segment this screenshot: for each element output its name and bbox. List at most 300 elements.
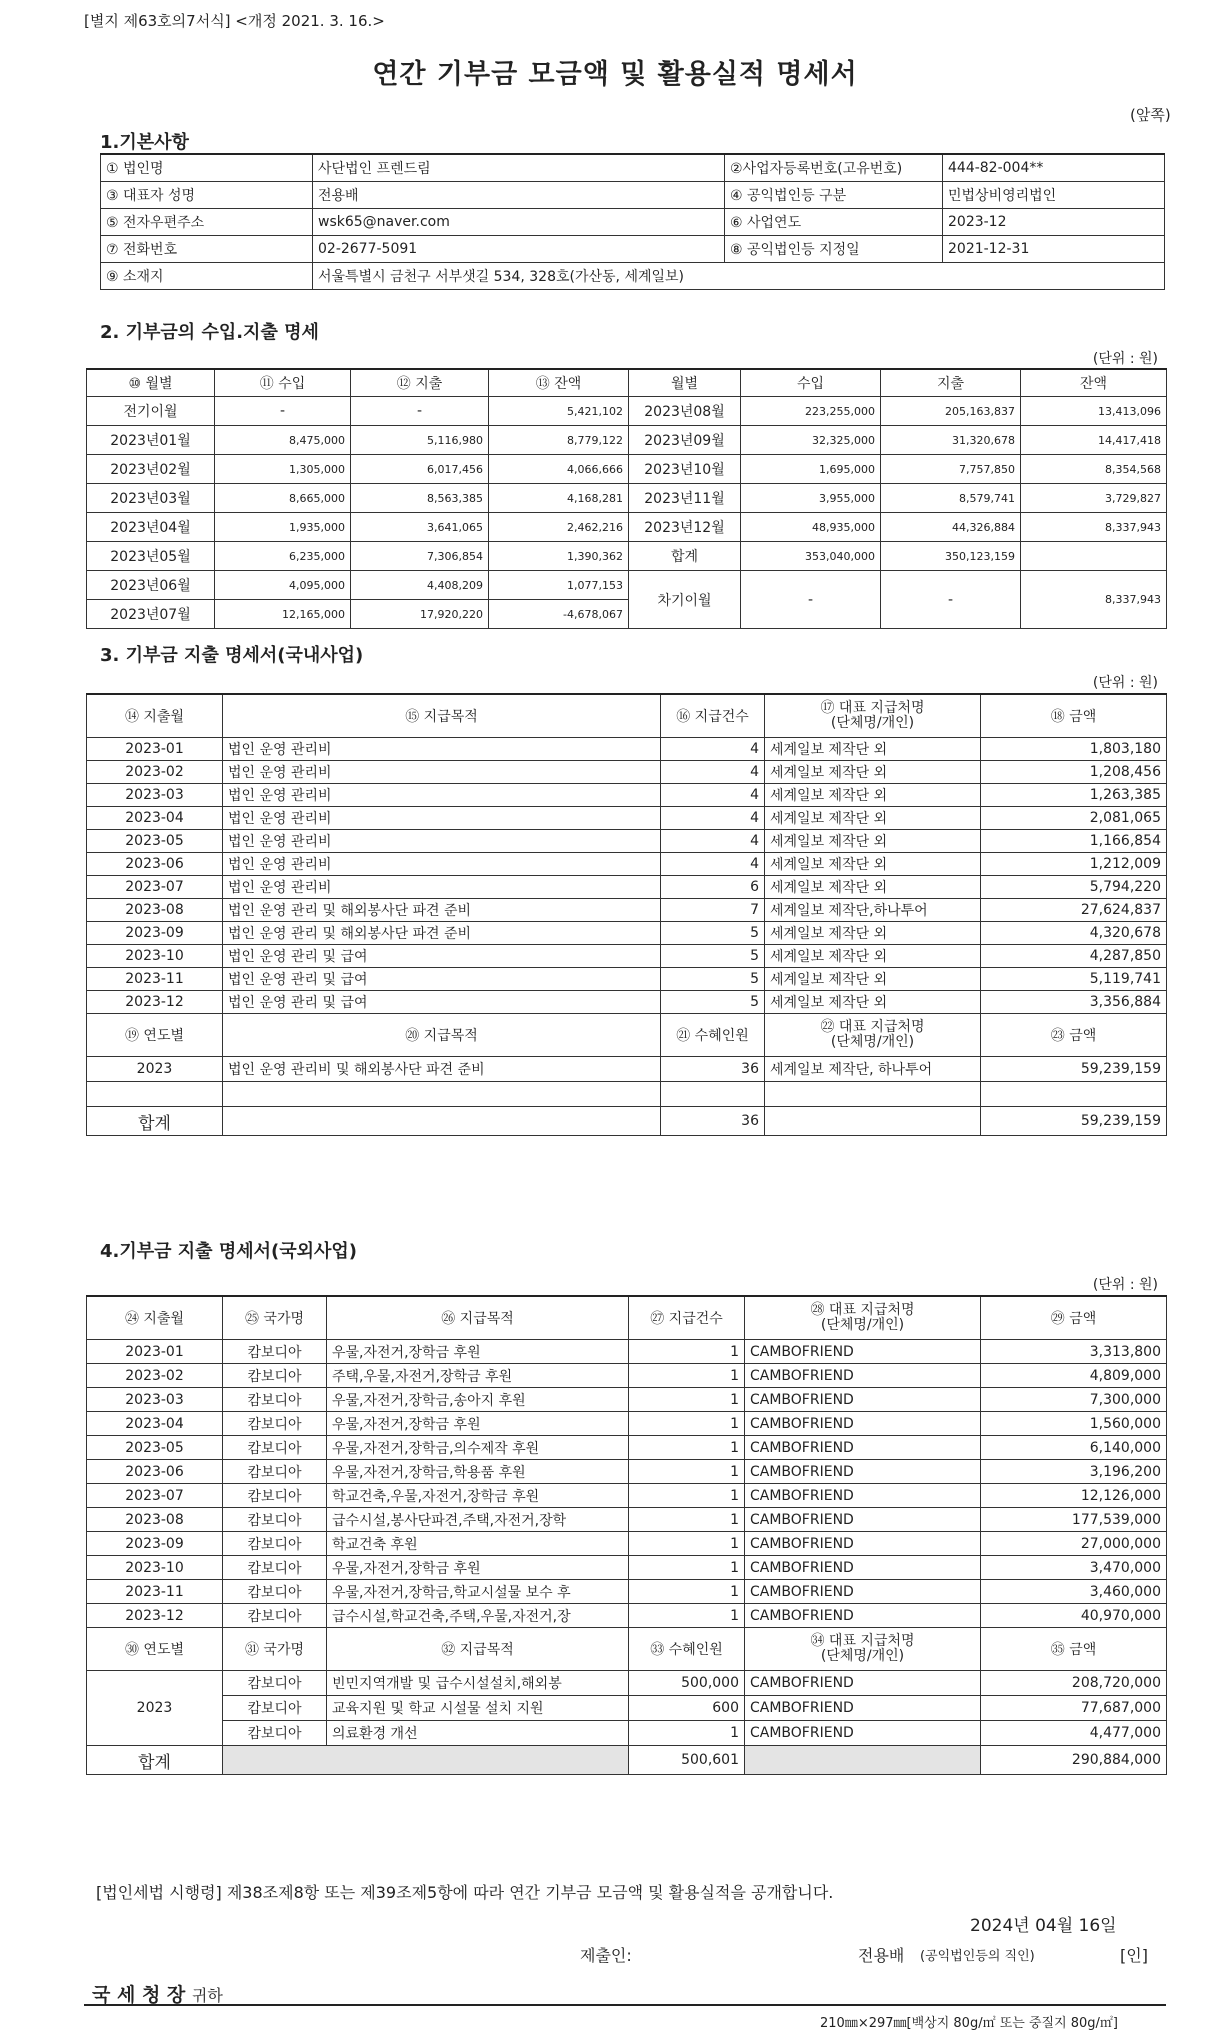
amount-cell: 8,337,943 (1021, 513, 1167, 542)
amount-cell: 8,563,385 (351, 484, 489, 513)
amount-cell: 4,809,000 (981, 1364, 1167, 1388)
section-domestic-title: 3. 기부금 지출 명세서(국내사업) (100, 645, 364, 666)
payee-cell: 세계일보 제작단 외 (765, 807, 981, 830)
field-value: 2021-12-31 (943, 236, 1165, 263)
amount-cell: - (881, 571, 1021, 629)
count-cell: 1 (629, 1556, 745, 1580)
amount-cell: 208,720,000 (981, 1671, 1167, 1696)
count-cell: 1 (629, 1364, 745, 1388)
overseas-expense-table (86, 1295, 1167, 1775)
header-cell: ⑪ 수입 (215, 369, 351, 397)
overseas-row (87, 1604, 1167, 1628)
payee-cell: 세계일보 제작단 외 (765, 991, 981, 1014)
field-value: 444-82-004** (943, 154, 1165, 182)
field-label: ⑨ 소재지 (101, 263, 313, 290)
month-cell: 2023년03월 (87, 484, 215, 513)
header-line: (단체명/개인) (820, 1317, 905, 1333)
month-cell: 2023-09 (87, 1532, 223, 1556)
amount-cell: 205,163,837 (881, 397, 1021, 426)
field-value: 전용배 (313, 182, 725, 209)
amount-cell: 1,695,000 (741, 455, 881, 484)
purpose-cell: 학교건축 후원 (327, 1532, 629, 1556)
amount-cell: 8,337,943 (1021, 571, 1167, 629)
country-cell: 캄보디아 (223, 1721, 327, 1746)
overseas-row (87, 1508, 1167, 1532)
month-cell: 2023-01 (87, 1340, 223, 1364)
purpose-cell: 법인 운영 관리 및 해외봉사단 파견 준비 (223, 922, 661, 945)
overseas-year-row (87, 1671, 1167, 1696)
amount-cell: 77,687,000 (981, 1696, 1167, 1721)
income-row (87, 484, 1167, 513)
domestic-row (87, 853, 1167, 876)
purpose-cell: 법인 운영 관리 및 급여 (223, 991, 661, 1014)
purpose-cell: 법인 운영 관리 및 급여 (223, 945, 661, 968)
amount-cell: 7,300,000 (981, 1388, 1167, 1412)
amount-cell: 1,208,456 (981, 761, 1167, 784)
amount-cell: 7,757,850 (881, 455, 1021, 484)
payee-cell: CAMBOFRIEND (745, 1412, 981, 1436)
purpose-cell: 빈민지역개발 및 급수시설설치,해외봉 (327, 1671, 629, 1696)
payee-cell: 세계일보 제작단 외 (765, 830, 981, 853)
purpose-cell: 법인 운영 관리 및 급여 (223, 968, 661, 991)
legal-notice: [법인세법 시행령] 제38조제8항 또는 제39조제5항에 따라 연간 기부금 모금액 및 활용실적을 공개합니다. (96, 1883, 834, 1902)
domestic-row (87, 876, 1167, 899)
field-label: ④ 공익법인등 구분 (725, 182, 943, 209)
header-row (87, 1014, 1167, 1057)
page-side-label: (앞쪽) (1130, 106, 1171, 124)
basic-info-table (100, 153, 1165, 290)
count-cell: 5 (661, 968, 765, 991)
header-cell: ㉕ 국가명 (223, 1296, 327, 1340)
month-cell: 전기이월 (87, 397, 215, 426)
submitter-name: 전용배 (858, 1946, 905, 1965)
total-label: 합계 (87, 1746, 223, 1775)
field-value: 2023-12 (943, 209, 1165, 236)
amount-cell: 3,356,884 (981, 991, 1167, 1014)
amount-cell: 3,641,065 (351, 513, 489, 542)
payee-cell: CAMBOFRIEND (745, 1340, 981, 1364)
amount-cell: 4,477,000 (981, 1721, 1167, 1746)
domestic-row (87, 784, 1167, 807)
count-cell: 5 (661, 945, 765, 968)
amount-cell: 4,287,850 (981, 945, 1167, 968)
header-cell: ㉑ 수혜인원 (661, 1014, 765, 1057)
submitter-seal: [인] (1120, 1946, 1148, 1965)
field-label: ⑤ 전자우편주소 (101, 209, 313, 236)
empty-cell (223, 1082, 661, 1107)
month-cell: 2023-10 (87, 1556, 223, 1580)
basic-row (101, 209, 1165, 236)
payee-cell: CAMBOFRIEND (745, 1556, 981, 1580)
payee-cell: CAMBOFRIEND (745, 1696, 981, 1721)
empty-cell (661, 1082, 765, 1107)
month-cell: 2023-02 (87, 1364, 223, 1388)
header-line: (단체명/개인) (830, 1034, 915, 1050)
amount-cell: 350,123,159 (881, 542, 1021, 571)
header-line: (단체명/개인) (830, 715, 915, 731)
payee-cell: 세계일보 제작단 외 (765, 968, 981, 991)
amount-cell: -4,678,067 (489, 600, 629, 629)
header-row (87, 694, 1167, 738)
header-cell: ⑮ 지급목적 (223, 694, 661, 738)
section-income-title: 2. 기부금의 수입.지출 명세 (100, 322, 319, 343)
country-cell: 캄보디아 (223, 1508, 327, 1532)
payee-cell: CAMBOFRIEND (745, 1508, 981, 1532)
overseas-year-row (87, 1721, 1167, 1746)
header-cell: ㉙ 금액 (981, 1296, 1167, 1340)
form-number: [별지 제63호의7서식] <개정 2021. 3. 16.> (84, 12, 385, 30)
count-cell: 4 (661, 830, 765, 853)
amount-cell: 4,066,666 (489, 455, 629, 484)
month-cell: 2023년02월 (87, 455, 215, 484)
amount-cell: 1,305,000 (215, 455, 351, 484)
field-label: ③ 대표자 성명 (101, 182, 313, 209)
amount-cell: 32,325,000 (741, 426, 881, 455)
submitter-label: 제출인: (580, 1946, 632, 1965)
amount-cell: 3,196,200 (981, 1460, 1167, 1484)
empty-cell (981, 1082, 1167, 1107)
section-basic-title: 1.기본사항 (100, 132, 189, 153)
payee-cell: 세계일보 제작단 외 (765, 876, 981, 899)
payee-cell: CAMBOFRIEND (745, 1721, 981, 1746)
amount-cell: 2,081,065 (981, 807, 1167, 830)
count-cell: 7 (661, 899, 765, 922)
amount-cell: 5,794,220 (981, 876, 1167, 899)
month-cell: 2023-10 (87, 945, 223, 968)
purpose-cell: 법인 운영 관리비 및 해외봉사단 파견 준비 (223, 1057, 661, 1082)
purpose-cell: 우물,자전거,장학금 후원 (327, 1412, 629, 1436)
country-cell: 캄보디아 (223, 1340, 327, 1364)
header-cell: 지출 (881, 369, 1021, 397)
purpose-cell: 교육지원 및 학교 시설물 설치 지원 (327, 1696, 629, 1721)
country-cell: 캄보디아 (223, 1580, 327, 1604)
amount-cell: 6,017,456 (351, 455, 489, 484)
recipient-name: 국 세 청 장 (92, 1984, 186, 2006)
header-cell: ㉗ 지급건수 (629, 1296, 745, 1340)
header-cell: ㉔ 지출월 (87, 1296, 223, 1340)
field-value: 사단법인 프렌드림 (313, 154, 725, 182)
amount-cell: 5,119,741 (981, 968, 1167, 991)
purpose-cell: 법인 운영 관리비 (223, 761, 661, 784)
purpose-cell: 법인 운영 관리비 (223, 853, 661, 876)
basic-row (101, 236, 1165, 263)
purpose-cell: 급수시설,학교건축,주택,우물,자전거,장 (327, 1604, 629, 1628)
amount-cell: 13,413,096 (1021, 397, 1167, 426)
overseas-row (87, 1532, 1167, 1556)
amount-cell: 177,539,000 (981, 1508, 1167, 1532)
document-title: 연간 기부금 모금액 및 활용실적 명세서 (372, 59, 858, 90)
amount-cell: 48,935,000 (741, 513, 881, 542)
payee-cell: 세계일보 제작단 외 (765, 922, 981, 945)
overseas-unit: (단위 : 원) (1092, 1277, 1158, 1293)
count-cell: 1 (629, 1484, 745, 1508)
month-cell: 2023년06월 (87, 571, 215, 600)
amount-cell: 44,326,884 (881, 513, 1021, 542)
basic-row (101, 154, 1165, 182)
field-label: ⑧ 공익법인등 지정일 (725, 236, 943, 263)
header-cell: ⑫ 지출 (351, 369, 489, 397)
month-cell: 차기이월 (629, 571, 741, 629)
purpose-cell: 법인 운영 관리비 (223, 738, 661, 761)
month-cell: 2023년10월 (629, 455, 741, 484)
income-row (87, 397, 1167, 426)
income-row (87, 571, 1167, 600)
amount-cell: 31,320,678 (881, 426, 1021, 455)
purpose-cell: 우물,자전거,장학금,학교시설물 보수 후 (327, 1580, 629, 1604)
country-cell: 캄보디아 (223, 1532, 327, 1556)
header-cell: ⑲ 연도별 (87, 1014, 223, 1057)
count-cell: 1 (629, 1580, 745, 1604)
header-cell (745, 1628, 981, 1671)
amount-cell: 5,421,102 (489, 397, 629, 426)
month-cell: 2023년11월 (629, 484, 741, 513)
overseas-row (87, 1484, 1167, 1508)
field-label: ⑦ 전화번호 (101, 236, 313, 263)
recipient (92, 1980, 223, 2007)
header-cell: 잔액 (1021, 369, 1167, 397)
month-cell: 2023년12월 (629, 513, 741, 542)
month-cell: 2023-05 (87, 830, 223, 853)
purpose-cell: 우물,자전거,장학금,학용품 후원 (327, 1460, 629, 1484)
submit-date: 2024년 04월 16일 (970, 1916, 1117, 1936)
amount-cell: 8,579,741 (881, 484, 1021, 513)
count-cell: 5 (661, 922, 765, 945)
total-row (87, 1746, 1167, 1775)
domestic-row (87, 899, 1167, 922)
header-cell: ㉖ 지급목적 (327, 1296, 629, 1340)
month-cell: 2023년07월 (87, 600, 215, 629)
empty-cell (223, 1746, 629, 1775)
count-cell: 1 (629, 1388, 745, 1412)
domestic-row (87, 761, 1167, 784)
income-row (87, 426, 1167, 455)
purpose-cell: 법인 운영 관리 및 해외봉사단 파견 준비 (223, 899, 661, 922)
field-value: wsk65@naver.com (313, 209, 725, 236)
header-row (87, 369, 1167, 397)
country-cell: 캄보디아 (223, 1484, 327, 1508)
purpose-cell: 법인 운영 관리비 (223, 784, 661, 807)
purpose-cell: 주택,우물,자전거,장학금 후원 (327, 1364, 629, 1388)
field-value: 서울특별시 금천구 서부샛길 534, 328호(가산동, 세계일보) (313, 263, 1165, 290)
domestic-row (87, 968, 1167, 991)
purpose-cell: 학교건축,우물,자전거,장학금 후원 (327, 1484, 629, 1508)
purpose-cell: 의료환경 개선 (327, 1721, 629, 1746)
recipient-suffix: 귀하 (191, 1986, 223, 2005)
field-value: 민법상비영리법인 (943, 182, 1165, 209)
count-cell: 1 (629, 1436, 745, 1460)
amount-cell: 59,239,159 (981, 1057, 1167, 1082)
header-cell (765, 694, 981, 738)
field-value: 02-2677-5091 (313, 236, 725, 263)
country-cell: 캄보디아 (223, 1436, 327, 1460)
count-cell: 1 (629, 1532, 745, 1556)
amount-cell: 17,920,220 (351, 600, 489, 629)
count-cell: 4 (661, 784, 765, 807)
count-cell: 1 (629, 1721, 745, 1746)
amount-cell: 8,475,000 (215, 426, 351, 455)
amount-cell: 1,935,000 (215, 513, 351, 542)
amount-cell: 1,212,009 (981, 853, 1167, 876)
domestic-row (87, 991, 1167, 1014)
month-cell: 2023-03 (87, 1388, 223, 1412)
header-cell: ㉟ 금액 (981, 1628, 1167, 1671)
overseas-row (87, 1364, 1167, 1388)
country-cell: 캄보디아 (223, 1388, 327, 1412)
domestic-row (87, 922, 1167, 945)
amount-cell: 1,077,153 (489, 571, 629, 600)
amount-cell: 5,116,980 (351, 426, 489, 455)
purpose-cell: 우물,자전거,장학금 후원 (327, 1340, 629, 1364)
count-cell: 1 (629, 1508, 745, 1532)
count-cell: 4 (661, 738, 765, 761)
income-row (87, 513, 1167, 542)
count-cell: 1 (629, 1604, 745, 1628)
total-count: 500,601 (629, 1746, 745, 1775)
month-cell: 2023-09 (87, 922, 223, 945)
header-line: ㉒ 대표 지급처명 (820, 1019, 925, 1035)
purpose-cell: 우물,자전거,장학금,송아지 후원 (327, 1388, 629, 1412)
amount-cell: 8,354,568 (1021, 455, 1167, 484)
field-label: ① 법인명 (101, 154, 313, 182)
payee-cell: 세계일보 제작단 외 (765, 853, 981, 876)
purpose-cell: 법인 운영 관리비 (223, 830, 661, 853)
basic-row (101, 263, 1165, 290)
amount-cell: 27,000,000 (981, 1532, 1167, 1556)
amount-cell: 8,779,122 (489, 426, 629, 455)
amount-cell: 6,235,000 (215, 542, 351, 571)
amount-cell: 12,126,000 (981, 1484, 1167, 1508)
payee-cell: CAMBOFRIEND (745, 1388, 981, 1412)
country-cell: 캄보디아 (223, 1696, 327, 1721)
header-cell (745, 1296, 981, 1340)
header-cell: ㉓ 금액 (981, 1014, 1167, 1057)
count-cell: 6 (661, 876, 765, 899)
overseas-row (87, 1460, 1167, 1484)
domestic-row (87, 738, 1167, 761)
amount-cell (1021, 542, 1167, 571)
count-cell: 1 (629, 1340, 745, 1364)
header-cell: ㉚ 연도별 (87, 1628, 223, 1671)
payee-cell: CAMBOFRIEND (745, 1580, 981, 1604)
bottom-rule (84, 2004, 1166, 2006)
header-cell: ⑯ 지급건수 (661, 694, 765, 738)
payee-cell: 세계일보 제작단 외 (765, 738, 981, 761)
count-cell: 500,000 (629, 1671, 745, 1696)
count-cell: 1 (629, 1460, 745, 1484)
amount-cell: 3,729,827 (1021, 484, 1167, 513)
count-cell: 4 (661, 853, 765, 876)
overseas-year-row (87, 1696, 1167, 1721)
month-cell: 2023-04 (87, 807, 223, 830)
domestic-row (87, 830, 1167, 853)
amount-cell: 4,168,281 (489, 484, 629, 513)
amount-cell: - (351, 397, 489, 426)
section-overseas-title: 4.기부금 지출 명세서(국외사업) (100, 1241, 358, 1262)
field-label: ②사업자등록번호(고유번호) (725, 154, 943, 182)
month-cell: 2023-07 (87, 1484, 223, 1508)
month-cell: 2023년04월 (87, 513, 215, 542)
submitter-role: (공익법인등의 직인) (920, 1949, 1035, 1964)
amount-cell: - (741, 571, 881, 629)
payee-cell: 세계일보 제작단 외 (765, 761, 981, 784)
amount-cell: 2,462,216 (489, 513, 629, 542)
empty-row (87, 1082, 1167, 1107)
purpose-cell: 법인 운영 관리비 (223, 876, 661, 899)
amount-cell: 14,417,418 (1021, 426, 1167, 455)
month-cell: 합계 (629, 542, 741, 571)
country-cell: 캄보디아 (223, 1604, 327, 1628)
amount-cell: 353,040,000 (741, 542, 881, 571)
income-row (87, 455, 1167, 484)
country-cell: 캄보디아 (223, 1460, 327, 1484)
total-count: 36 (661, 1107, 765, 1136)
total-amount: 59,239,159 (981, 1107, 1167, 1136)
overseas-row (87, 1388, 1167, 1412)
purpose-cell: 우물,자전거,장학금,의수제작 후원 (327, 1436, 629, 1460)
amount-cell: 1,390,362 (489, 542, 629, 571)
amount-cell: 1,166,854 (981, 830, 1167, 853)
empty-cell (745, 1746, 981, 1775)
amount-cell: 4,408,209 (351, 571, 489, 600)
month-cell: 2023-03 (87, 784, 223, 807)
payee-cell: CAMBOFRIEND (745, 1671, 981, 1696)
month-cell: 2023-04 (87, 1412, 223, 1436)
header-cell (765, 1014, 981, 1057)
paper-spec: 210㎜×297㎜[백상지 80g/㎡ 또는 중질지 80g/㎡] (820, 2016, 1119, 2031)
domestic-row (87, 807, 1167, 830)
payee-cell: CAMBOFRIEND (745, 1364, 981, 1388)
header-cell: ⑭ 지출월 (87, 694, 223, 738)
payee-cell: 세계일보 제작단 외 (765, 784, 981, 807)
header-cell: ⑩ 월별 (87, 369, 215, 397)
amount-cell: 12,165,000 (215, 600, 351, 629)
payee-cell: 세계일보 제작단,하나투어 (765, 899, 981, 922)
country-cell: 캄보디아 (223, 1671, 327, 1696)
year-cell: 2023 (87, 1671, 223, 1746)
year-cell: 2023 (87, 1057, 223, 1082)
total-amount: 290,884,000 (981, 1746, 1167, 1775)
country-cell: 캄보디아 (223, 1412, 327, 1436)
header-cell: ㉝ 수혜인원 (629, 1628, 745, 1671)
domestic-year-row (87, 1057, 1167, 1082)
income-unit: (단위 : 원) (1092, 351, 1158, 367)
payee-cell: 세계일보 제작단, 하나투어 (765, 1057, 981, 1082)
month-cell: 2023-12 (87, 991, 223, 1014)
amount-cell: 1,263,385 (981, 784, 1167, 807)
month-cell: 2023-07 (87, 876, 223, 899)
empty-cell (223, 1107, 661, 1136)
month-cell: 2023-01 (87, 738, 223, 761)
payee-cell: CAMBOFRIEND (745, 1436, 981, 1460)
month-cell: 2023-12 (87, 1604, 223, 1628)
header-line: ⑰ 대표 지급처명 (820, 700, 925, 716)
amount-cell: 7,306,854 (351, 542, 489, 571)
month-cell: 2023-08 (87, 1508, 223, 1532)
month-cell: 2023-06 (87, 853, 223, 876)
month-cell: 2023년01월 (87, 426, 215, 455)
header-cell: ⑳ 지급목적 (223, 1014, 661, 1057)
amount-cell: 1,803,180 (981, 738, 1167, 761)
header-cell: 월별 (629, 369, 741, 397)
total-label: 합계 (87, 1107, 223, 1136)
amount-cell: 3,460,000 (981, 1580, 1167, 1604)
month-cell: 2023년08월 (629, 397, 741, 426)
month-cell: 2023-08 (87, 899, 223, 922)
empty-cell (87, 1082, 223, 1107)
purpose-cell: 우물,자전거,장학금 후원 (327, 1556, 629, 1580)
payee-cell: CAMBOFRIEND (745, 1604, 981, 1628)
overseas-row (87, 1580, 1167, 1604)
